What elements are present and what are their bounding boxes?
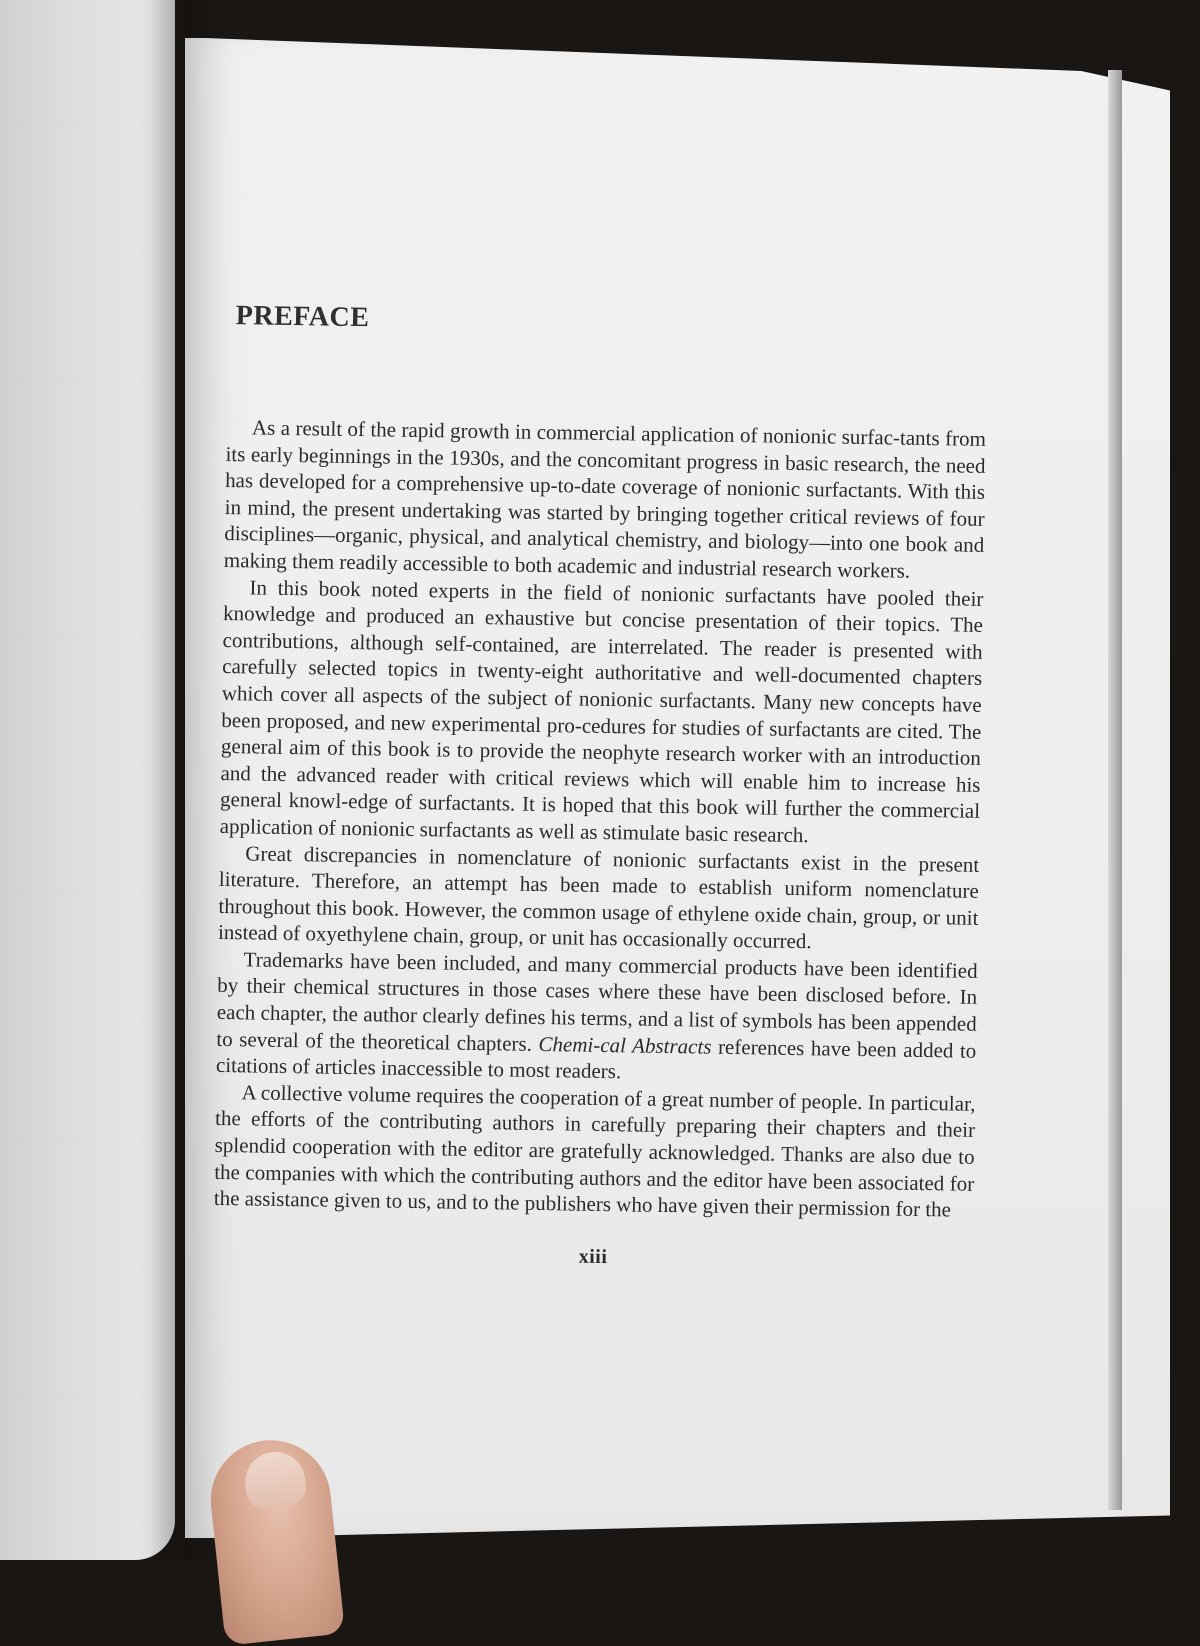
chemical-abstracts-title: Chemi-cal Abstracts — [538, 1031, 712, 1059]
paragraph-5: A collective volume requires the cooperation of a great number of people. In particular, the efforts of the contributing authors in carefully preparing their chapters and their splendid cooperation with the editor are gratefully acknowledged. Thanks are also due to the companies with which the contributing authors and the editor have been associated for the assistance given to us, and to the publishers who have given their permission for the — [213, 1080, 976, 1222]
paragraph-4 — [216, 946, 978, 1091]
page-content — [213, 300, 988, 1275]
page-number: xiii — [578, 1245, 608, 1268]
paragraph-4-text-a: Trademarks have been included, and many commercial products have been identified by their chemical structures in those cases where these have been disclosed before. In each chapter, the author clearly defines his terms, and a list of symbols has been appended to several of the theoretical chapters. — [216, 947, 978, 1056]
left-page — [0, 0, 175, 1560]
paragraph-1: As a result of the rapid growth in commercial application of nonionic surfac-tants from its early beginnings in the 1930s, and the concomitant progress in basic research, the need has developed for a comprehensive up-to-date coverage of nonionic surfactants. With this in mind, the present undertaking was started by bringing together critical reviews of four disciplines—organic, physical, and analytical chemistry, and biology—into one book and making them readily accessible to both academic and industrial research workers. — [223, 415, 987, 583]
page-edge-stack — [1108, 70, 1122, 1510]
paragraph-4-text-b: references have been added to citations of articles inaccessible to most readers. — [215, 1034, 977, 1084]
page-heading: PREFACE — [235, 300, 370, 334]
paragraph-2: In this book noted experts in the field of nonionic surfactants have pooled their knowledge and produced an exhaustive but concise presentation of their topics. The contributions, although self-contained, are interrelated. The reader is presented with carefully selected topics in twenty-eight authoritative and well-documented chapters which cover all aspects of the subject of nonionic surfactants. Many new concepts have been proposed, and new experimental pro-cedures for studies of surfactants are cited. The general aim of this book is to provide the neophyte research worker with an introduction and the advanced reader with critical reviews which will enable him to increase his general knowl-edge of surfactants. It is hoped that this book will further the commercial application of nonionic surfactants as well as stimulate basic research. — [219, 574, 984, 848]
paragraph-3: Great discrepancies in nomenclature of nonionic surfactants exist in the present literature. Therefore, an attempt has been made to establish uniform nomenclature throughout this book. However, the common usage of ethylene oxide chain, group, or unit instead of oxyethylene chain, group, or unit has occasionally occurred. — [217, 840, 980, 954]
preface-body — [214, 414, 986, 1224]
